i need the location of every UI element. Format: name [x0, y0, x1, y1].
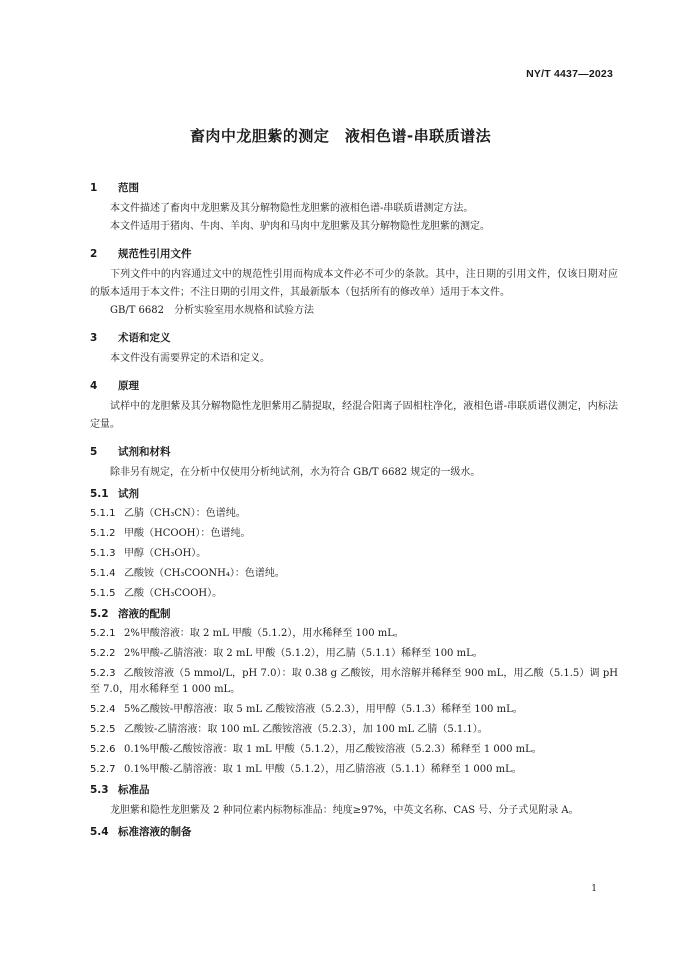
item-text: 甲醇（CH₃OH）。 [124, 548, 207, 559]
item-number: 5.2.2 [90, 648, 116, 659]
section-title: 试剂和材料 [118, 446, 171, 458]
subsection-number: 5.1 [90, 488, 109, 500]
section-number: 3 [90, 332, 98, 344]
item-number: 5.2.5 [90, 724, 116, 735]
list-item [90, 702, 618, 718]
item-text: 0.1%甲酸-乙腈溶液：取 1 mL 甲酸（5.1.2），用乙腈溶液（5.1.1）稀释至 1 000 mL。 [124, 764, 522, 775]
subsection-heading-standard-solutions [90, 824, 618, 840]
paragraph: 下列文件中的内容通过文中的规范性引用而构成本文件必不可少的条款。其中，注日期的引用文件，仅该日期对应的版本适用于本文件；不注日期的引用文件，其最新版本（包括所有的修改单）适用于本文件。 [90, 269, 618, 298]
item-number: 5.1.1 [90, 508, 116, 519]
list-item [90, 506, 618, 522]
paragraph: 试样中的龙胆紫及其分解物隐性龙胆紫用乙腈提取，经混合阳离子固相柱净化，液相色谱-串联质谱仪测定，内标法定量。 [90, 401, 618, 430]
item-text: 乙酸铵（CH₃COONH₄）：色谱纯。 [124, 568, 285, 579]
subsection-title: 标准溶液的制备 [118, 826, 192, 838]
item-number: 5.1.3 [90, 548, 116, 559]
item-number: 5.2.7 [90, 764, 116, 775]
subsection-number: 5.3 [90, 784, 109, 796]
item-text: 甲酸（HCOOH）：色谱纯。 [124, 528, 251, 539]
list-item [90, 762, 618, 778]
standard-code: NY/T 4437—2023 [526, 68, 613, 80]
paragraph: 除非另有规定，在分析中仅使用分析纯试剂，水为符合 GB/T 6682 规定的一级水。 [110, 467, 481, 478]
section-number: 1 [90, 182, 98, 194]
item-text: 2%甲酸-乙腈溶液：取 2 mL 甲酸（5.1.2），用乙腈（5.1.1）稀释至 100 mL。 [124, 648, 483, 659]
section-title: 术语和定义 [118, 332, 171, 344]
section-title: 规范性引用文件 [118, 248, 192, 260]
page-number: 1 [591, 884, 597, 894]
subsection-title: 试剂 [118, 488, 139, 500]
list-item [90, 586, 618, 602]
paragraph: 本文件适用于猪肉、牛肉、羊肉、驴肉和马肉中龙胆紫及其分解物隐性龙胆紫的测定。 [110, 221, 490, 232]
subsection-heading-standards [90, 782, 618, 798]
item-text: 2%甲酸溶液：取 2 mL 甲酸（5.1.2），用水稀释至 100 mL。 [124, 628, 404, 639]
item-text: 乙酸铵-乙腈溶液：取 100 mL 乙酸铵溶液（5.2.3），加 100 mL 乙腈（5.1.1）。 [124, 724, 488, 735]
section-title: 原理 [118, 380, 139, 392]
list-item [90, 646, 618, 662]
section-number: 2 [90, 248, 98, 260]
document-body [90, 180, 618, 840]
list-item [90, 742, 618, 758]
section-number: 5 [90, 446, 98, 458]
list-item [90, 526, 618, 542]
subsection-title: 标准品 [118, 784, 150, 796]
subsection-number: 5.2 [90, 608, 109, 620]
paragraph: 本文件描述了畜肉中龙胆紫及其分解物隐性龙胆紫的液相色谱-串联质谱测定方法。 [110, 203, 474, 214]
item-text: 5%乙酸铵-甲醇溶液：取 5 mL 乙酸铵溶液（5.2.3），用甲醇（5.1.3）稀释至 100 mL。 [124, 704, 523, 715]
list-item [90, 626, 618, 642]
item-number: 5.2.1 [90, 628, 116, 639]
list-item [90, 666, 618, 698]
item-number: 5.2.4 [90, 704, 116, 715]
section-heading-normative-references [90, 246, 618, 262]
item-text: 乙酸（CH₃COOH）。 [124, 588, 223, 599]
section-heading-reagents [90, 444, 618, 460]
subsection-number: 5.4 [90, 826, 109, 838]
document-title: 畜肉中龙胆紫的测定 液相色谱-串联质谱法 [189, 127, 492, 145]
item-text: 乙酸铵溶液（5 mmol/L，pH 7.0）：取 0.38 g 乙酸铵，用水溶解并稀释至 900 mL，用乙酸（5.1.5）调 pH 至 7.0，用水稀释至 1 000 mL。 [90, 668, 618, 695]
section-heading-scope [90, 180, 618, 196]
list-item [90, 546, 618, 562]
item-number: 5.1.5 [90, 588, 116, 599]
item-number: 5.1.2 [90, 528, 116, 539]
item-number: 5.1.4 [90, 568, 116, 579]
subsection-heading-reagents [90, 486, 618, 502]
item-text: 乙腈（CH₃CN）：色谱纯。 [124, 508, 246, 519]
section-heading-terms [90, 330, 618, 346]
subsection-heading-solutions [90, 606, 618, 622]
paragraph: 本文件没有需要界定的术语和定义。 [110, 353, 270, 364]
section-number: 4 [90, 380, 98, 392]
section-title: 范围 [118, 182, 139, 194]
list-item [90, 566, 618, 582]
section-heading-principle [90, 378, 618, 394]
list-item [90, 722, 618, 738]
item-number: 5.2.3 [90, 668, 116, 679]
item-number: 5.2.6 [90, 744, 116, 755]
item-text: 0.1%甲酸-乙酸铵溶液：取 1 mL 甲酸（5.1.2），用乙酸铵溶液（5.2.3）稀释至 1 000 mL。 [124, 744, 542, 755]
normative-reference: GB/T 6682 分析实验室用水规格和试验方法 [110, 305, 315, 316]
subsection-title: 溶液的配制 [118, 608, 171, 620]
paragraph: 龙胆紫和隐性龙胆紫及 2 种同位素内标物标准品：纯度≥97%，中英文名称、CAS 号、分子式见附录 A。 [110, 805, 579, 816]
